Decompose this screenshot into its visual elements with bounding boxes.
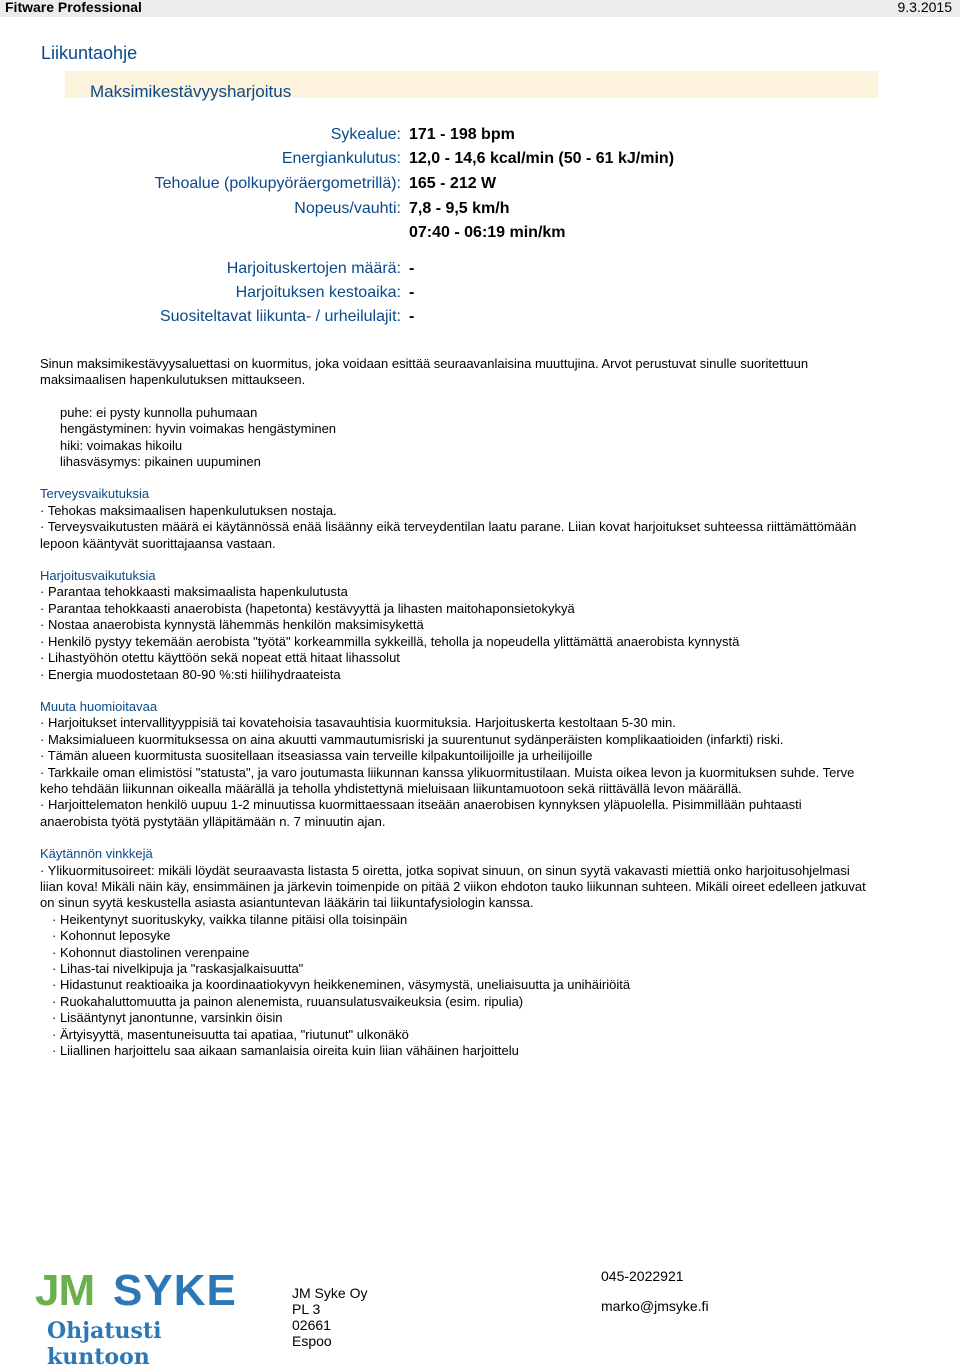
param-label: Harjoituksen kestoaika: xyxy=(235,284,401,301)
exercise-title: Maksimikestävyysharjoitus xyxy=(90,82,292,101)
param-row-sessions xyxy=(0,260,960,280)
symptom-list xyxy=(40,912,870,1060)
footer xyxy=(0,1260,960,1370)
instruction-body xyxy=(40,356,870,1075)
logo-jm: JM xyxy=(35,1266,95,1315)
company-name: JM Syke Oy xyxy=(292,1285,368,1301)
param-row-speed xyxy=(0,200,960,220)
section-training-effects xyxy=(40,568,870,683)
param-row-pace xyxy=(0,224,960,244)
param-value: 165 - 212 W xyxy=(409,175,497,192)
param-value: 171 - 198 bpm xyxy=(409,126,515,143)
symptom-item: · Kohonnut diastolinen verenpaine xyxy=(52,944,250,960)
list-item: · Parantaa tehokkaasti anaerobista (hapetonta) kestävyyttä ja lihasten maitohaponsietokykyä xyxy=(40,600,575,616)
list-item: · Tarkkaile oman elimistösi "statusta", ja varo joutumasta liikunnan kanssa ylikuormitustilaan. Muista oikea levon ja kuormituksen suhde. Terve keho tehdään liikunnan oikealla määrällä ja teholla yhdistettynä mieluisaan liikuntamuotoon sekä riittävällä levon määrällä. xyxy=(40,764,855,796)
list-item: · Ylikuormitusoireet: mikäli löydät seuraavasta listasta 5 oiretta, jotka sopivat sinuun, on sinun syytä vakavasti miettiä onko harjoitusohjelmasi liian kova! Mikäli näin käy, ensimmäinen ja järkevin toimenpide on pitää 2 viikon ehdoton tauko liikunnan suhteen. Mikäli oireet edelleen jatkuvat on sinun syytä keskustella asiasta asiantuntevan lääkärin tai liikuntafysiologin kanssa. xyxy=(40,862,866,911)
list-item: · Harjoitukset intervallityyppisiä tai kovatehoisia tasavauhtisia kuormituksia. Harjoituskerta kestoltaan 5-30 min. xyxy=(40,715,676,731)
param-label: Tehoalue (polkupyöräergometrillä): xyxy=(154,175,401,192)
contact-info xyxy=(601,1268,709,1314)
address-line: PL 3 xyxy=(292,1301,321,1317)
symptom-item: · Heikentynyt suorituskyky, vaikka tilanne pitäisi olla toisinpäin xyxy=(52,911,408,927)
email-address: marko@jmsyke.fi xyxy=(601,1298,709,1314)
list-item: · Terveysvaikutusten määrä ei käytännössä enää lisäänny eikä terveydentilan laatu parane. Liian kovat harjoitukset suhteessa riittämättömään lepoon kääntyvät suorittajaansa vastaan. xyxy=(40,519,857,551)
phone-number: 045-2022921 xyxy=(601,1268,684,1284)
company-address xyxy=(292,1285,367,1349)
section-title: Terveysvaikutuksia xyxy=(40,486,150,502)
symptom-item: · Lisääntynyt janontunne, varsinkin öisin xyxy=(52,1010,283,1026)
symptom-item: · Ärtyisyyttä, masentuneisuutta tai apatiaa, "riutunut" ulkonäkö xyxy=(52,1026,409,1042)
logo-syke: SYKE xyxy=(113,1266,237,1315)
section-title: Harjoitusvaikutuksia xyxy=(40,568,156,584)
param-label: Harjoituskertojen määrä: xyxy=(226,260,401,277)
param-value: 12,0 - 14,6 kcal/min (50 - 61 kJ/min) xyxy=(409,150,675,167)
app-name: Fitware Professional xyxy=(5,0,142,15)
report-date: 9.3.2015 xyxy=(897,0,952,15)
param-value: 07:40 - 06:19 min/km xyxy=(409,224,566,241)
list-item: · Lihastyöhön otettu käyttöön sekä nopeat että hitaat lihassolut xyxy=(40,650,400,666)
exertion-indicators xyxy=(40,405,870,471)
header-bar xyxy=(0,0,960,17)
param-row-heart-rate xyxy=(0,126,960,146)
list-item: · Maksimialueen kuormituksessa on aina akuutti vammautumisriski ja suurentunut sydänperäisten komplikaatioiden (infarkti) riski. xyxy=(40,731,784,747)
symptom-item: · Lihas-tai nivelkipuja ja "raskasjalkaisuutta" xyxy=(52,961,304,976)
logo-tagline: Ohjatusti kuntoon xyxy=(47,1318,162,1370)
param-value: - xyxy=(409,260,415,277)
param-value: 7,8 - 9,5 km/h xyxy=(409,200,510,217)
list-item: · Tehokas maksimaalisen hapenkulutuksen nostaja. xyxy=(40,502,337,518)
param-row-energy xyxy=(0,150,960,170)
param-value: - xyxy=(409,308,415,325)
param-row-power xyxy=(0,175,960,195)
indicator-fatigue: lihasväsymys: pikainen uupuminen xyxy=(60,454,261,470)
param-label: Suositeltavat liikunta- / urheilulajit: xyxy=(159,308,401,325)
page-title: Liikuntaohje xyxy=(41,43,138,63)
city: Espoo xyxy=(292,1333,332,1349)
intro-paragraph: Sinun maksimikestävyysaluettasi on kuormitus, joka voidaan esittää seuraavanlaisina muuttujina. Arvot perustuvat sinulle suoritettuun maksimaalisen hapenkulutuksen mittaukseen. xyxy=(40,356,809,388)
section-health-effects xyxy=(40,486,870,552)
section-notes xyxy=(40,699,870,830)
symptom-item: · Liiallinen harjoittelu saa aikaan samanlaisia oireita kuin liian vähäinen harjoittelu xyxy=(52,1043,519,1059)
param-label: Sykealue: xyxy=(330,126,401,143)
indicator-sweat: hiki: voimakas hikoilu xyxy=(60,437,183,453)
company-logo xyxy=(35,1266,245,1370)
list-item: · Harjoittelematon henkilö uupuu 1-2 minuutissa kuormittaessaan itseään anaerobisen kynnyksen yläpuolella. Pisimmillään puhtaasti anaerobista työtä pystytään ylläpitämään n. 7 minuutin ajan. xyxy=(40,797,802,829)
section-title: Käytännön vinkkejä xyxy=(40,846,153,862)
indicator-breathing: hengästyminen: hyvin voimakas hengästyminen xyxy=(60,421,337,437)
list-item: · Parantaa tehokkaasti maksimaalista hapenkulutusta xyxy=(40,584,348,600)
param-label: Energiankulutus: xyxy=(281,150,401,167)
section-practical-tips xyxy=(40,846,870,1059)
section-title: Muuta huomioitavaa xyxy=(40,698,158,714)
list-item: · Nostaa anaerobista kynnystä lähemmäs henkilön maksimisykettä xyxy=(40,617,424,633)
symptom-item: · Hidastunut reaktioaika ja koordinaatiokyvyn heikkeneminen, väsymystä, uneliaisuutta ja unihäiriöitä xyxy=(52,977,631,993)
param-row-sports xyxy=(0,308,960,328)
list-item: · Energia muodostetaan 80-90 %:sti hiilihydraateista xyxy=(40,666,341,682)
symptom-item: · Ruokahaluttomuutta ja painon alenemista, ruuansulatusvaikeuksia (esim. ripulia) xyxy=(52,993,524,1009)
param-row-duration xyxy=(0,284,960,304)
symptom-item: · Kohonnut leposyke xyxy=(52,928,171,944)
param-label: Nopeus/vauhti: xyxy=(294,200,401,217)
list-item: · Tämän alueen kuormitusta suositellaan itseasiassa vain terveille kilpakuntoilijoille ja urheilijoille xyxy=(40,748,593,764)
list-item: · Henkilö pystyy tekemään aerobista "työtä" korkeammilla sykkeillä, teholla ja nopeudella ylittämättä anaerobista kynnystä xyxy=(40,633,740,649)
indicator-speech: puhe: ei pysty kunnolla puhumaan xyxy=(60,404,258,420)
postal-code: 02661 xyxy=(292,1317,331,1333)
param-value: - xyxy=(409,284,415,301)
